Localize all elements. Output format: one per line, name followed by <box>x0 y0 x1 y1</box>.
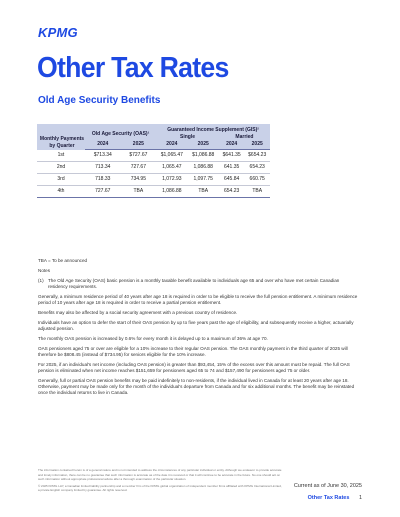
year-header: 2025 <box>121 141 157 150</box>
value-cell: 713.34 <box>85 162 121 174</box>
value-cell: 1,086.88 <box>188 162 219 174</box>
year-header: 2024 <box>219 141 245 150</box>
table-row <box>37 174 270 186</box>
note-number: (1) <box>38 278 44 283</box>
value-cell: TBA <box>188 186 219 198</box>
year-header: 2024 <box>156 141 187 150</box>
value-cell: $654.23 <box>244 150 270 162</box>
value-cell: $713.34 <box>85 150 121 162</box>
value-cell: 660.75 <box>244 174 270 186</box>
page-number: 1 <box>358 495 362 501</box>
note-paragraph: For 2025, if an individual's net income (including OAS pension) is greater than $93,454, 15% of the excess over this amount must be repaid. The full OAS pension is eliminated when net income reaches $151,659 for pensioners aged 65 to 74 and $157,490 for pensioners aged 75 or older. <box>38 362 350 373</box>
note-1 <box>38 278 360 294</box>
value-cell: 727.67 <box>85 186 121 198</box>
note-paragraph: The monthly OAS pension is increased by 0.6% for every month it is delayed up to a maximum of 36% at age 70. <box>38 336 268 341</box>
note-paragraph: OAS pensioners aged 75 or over are eligible for a 10% increase to their regular OAS pension. The OAS monthly payment in the third quarter of 2025 will therefore be $808.45 (instead of $734.95) for seniors eligible for the 10% increase. <box>38 346 348 357</box>
value-cell: 734.95 <box>121 174 157 186</box>
note-paragraph: Generally, a minimum residence period of 40 years after age 18 is required in order to be eligible to receive the full pension entitlement. A minimum residence period of 10 years after age 18 is required in order to receive a partial pension entitlement. <box>38 294 358 305</box>
value-cell: 1,065.47 <box>156 162 187 174</box>
copyright-text: © 2025 KPMG LLP, a Canadian limited liability partnership and a member firm of the KPMG global organization of independent member firms affiliated with KPMG International Limited, a private English company limited by guarantee. All rights reserved. <box>38 483 282 492</box>
value-cell: 645.84 <box>219 174 245 186</box>
quarter-cell: 3rd <box>37 174 85 186</box>
value-cell: $1,065.47 <box>156 150 187 162</box>
value-cell: 641.35 <box>219 162 245 174</box>
tba-note: TBA = To be announced <box>38 258 88 263</box>
table-row <box>37 150 270 162</box>
footer-disclaimer <box>38 468 284 495</box>
notes-heading: Notes <box>38 268 51 273</box>
gis-header: Guaranteed Income Supplement (GIS)² <box>156 124 270 134</box>
row-header: Monthly Payments by Quarter <box>37 124 85 150</box>
year-header: 2025 <box>188 141 219 150</box>
value-cell: 727.67 <box>121 162 157 174</box>
year-header: 2024 <box>85 141 121 150</box>
table-row <box>37 162 270 174</box>
benefits-table <box>37 124 270 198</box>
gis-married-header: Married <box>219 134 270 141</box>
page-footer <box>308 495 362 501</box>
value-cell: TBA <box>121 186 157 198</box>
disclaimer-text: The information contained herein is of a general nature and is not intended to address the circumstances of any particular individual or entity. Although we endeavor to provide accurate and timely information, there can be no guarantee that such information is accurate as of the date it is received or that it will continue to be accurate in the future. No one should act on such information without appropriate professional advice after a thorough examination of the particular situation. <box>38 468 282 481</box>
quarter-cell: 2nd <box>37 162 85 174</box>
footer-page-name: Other Tax Rates <box>307 495 350 501</box>
value-cell: 1,072.93 <box>156 174 187 186</box>
note-paragraph: The Old Age Security (OAS) basic pension is a monthly taxable benefit available to individuals age 65 and over who have met certain Canadian residency requirements. <box>48 278 340 289</box>
kpmg-logo <box>38 24 98 40</box>
note-paragraph: Individuals have an option to defer the start of their OAS pension by up to five years past the age of eligibility, and subsequently receive a higher, actuarially adjusted pension. <box>38 320 354 331</box>
oas-header: Old Age Security (OAS)¹ <box>85 124 156 141</box>
page-title: Other Tax Rates <box>37 52 229 84</box>
section-subtitle: Old Age Security Benefits <box>38 95 161 106</box>
current-date: Current as of June 30, 2025 <box>293 483 362 489</box>
value-cell: 718.33 <box>85 174 121 186</box>
value-cell: $727.67 <box>121 150 157 162</box>
quarter-cell: 1st <box>37 150 85 162</box>
value-cell: 1,097.75 <box>188 174 219 186</box>
notes-section <box>38 258 360 400</box>
value-cell: $1,086.88 <box>188 150 219 162</box>
gis-single-header: Single <box>156 134 219 141</box>
value-cell: 654.23 <box>219 186 245 198</box>
logo-text: KPMG <box>38 25 78 40</box>
value-cell: $641.35 <box>219 150 245 162</box>
year-header: 2025 <box>244 141 270 150</box>
quarter-cell: 4th <box>37 186 85 198</box>
value-cell: 654.23 <box>244 162 270 174</box>
table-row <box>37 186 270 198</box>
value-cell: 1,086.88 <box>156 186 187 198</box>
note-paragraph: Benefits may also be affected by a social security agreement with a previous country of residence. <box>38 310 238 315</box>
value-cell: TBA <box>244 186 270 198</box>
note-paragraph: Generally, full or partial OAS pension benefits may be paid indefinitely to non-residents, if the individual lived in Canada for at least 20 years after age 18. Otherwise, payment may be made only for the month of the individual's departure from Canada and for six additional months. The benefit may be reinstated once the individual returns to live in Canada. <box>38 378 355 395</box>
